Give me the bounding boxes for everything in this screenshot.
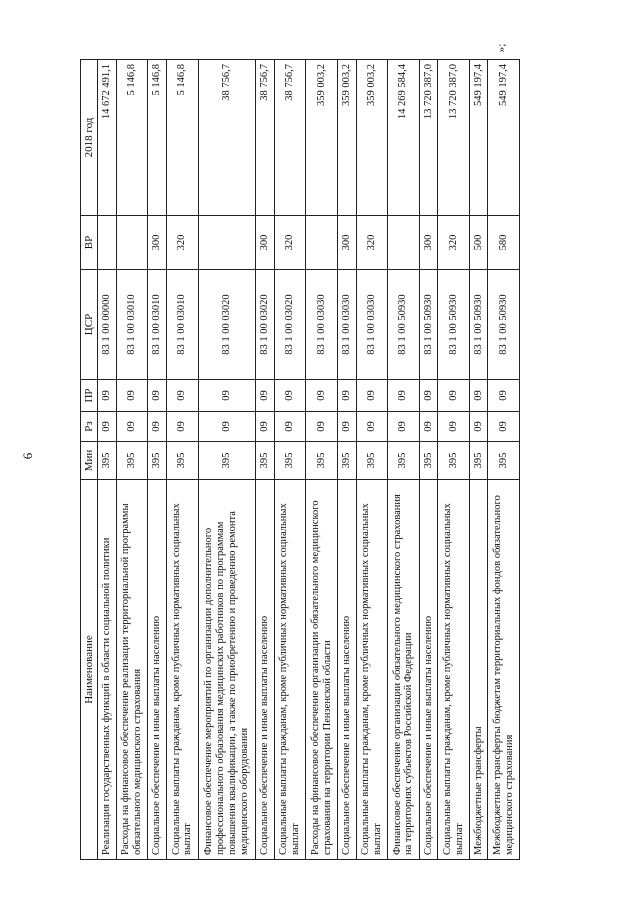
cell-amount: 14 672 491,1 (98, 60, 117, 216)
cell-name: Финансовое обеспечение организации обязательного медицинского страхования на территориях субъектов Российской Федерации (388, 480, 420, 860)
cell-vr: 320 (167, 216, 199, 270)
cell-rz: 09 (388, 412, 420, 442)
header-name: Наименование (81, 480, 98, 860)
cell-name: Финансовое обеспечение мероприятий по организации дополнительного профессионального образования медицинских работников по программам повышения квалификации, а также по приобретению и проведению ремонта медицинского оборудования (198, 480, 256, 860)
cell-name: Социальные выплаты гражданам, кроме публичных нормативных социальных выплат (274, 480, 306, 860)
cell-amount: 5 146,8 (167, 60, 199, 216)
cell-pr: 09 (488, 380, 520, 412)
cell-pr: 09 (198, 380, 256, 412)
cell-csr: 83 1 00 50930 (469, 270, 488, 380)
cell-name: Межбюджетные трансферты бюджетам территориальных фондов обязательного медицинского страхования (488, 480, 520, 860)
cell-csr: 83 1 00 03020 (198, 270, 256, 380)
header-csr: ЦСР (81, 270, 98, 380)
cell-name: Расходы на финансовое обеспечение реализации территориальной программы обязательного медицинского страхования (116, 480, 148, 860)
cell-csr: 83 1 00 50930 (419, 270, 438, 380)
cell-amount: 38 756,7 (198, 60, 256, 216)
cell-min: 395 (98, 442, 117, 480)
table-row (488, 60, 520, 860)
cell-pr: 09 (419, 380, 438, 412)
table-row (167, 60, 199, 860)
cell-name: Социальное обеспечение и иные выплаты населению (148, 480, 167, 860)
table-row (98, 60, 117, 860)
cell-min: 395 (438, 442, 470, 480)
cell-rz: 09 (274, 412, 306, 442)
cell-csr: 83 1 00 50930 (388, 270, 420, 380)
cell-min: 395 (256, 442, 275, 480)
cell-csr: 83 1 00 50930 (438, 270, 470, 380)
cell-vr: 300 (256, 216, 275, 270)
cell-min: 395 (356, 442, 388, 480)
cell-rz: 09 (419, 412, 438, 442)
table-row (356, 60, 388, 860)
cell-rz: 09 (148, 412, 167, 442)
cell-vr (198, 216, 256, 270)
cell-rz: 09 (306, 412, 338, 442)
table-row (198, 60, 256, 860)
header-vr: ВР (81, 216, 98, 270)
header-min: Мин (81, 442, 98, 480)
cell-min: 395 (116, 442, 148, 480)
table-body (98, 60, 520, 860)
budget-table (80, 59, 520, 860)
cell-pr: 09 (469, 380, 488, 412)
cell-amount: 549 197,4 (488, 60, 520, 216)
cell-rz: 09 (488, 412, 520, 442)
cell-csr: 83 1 00 50930 (488, 270, 520, 380)
cell-amount: 5 146,8 (148, 60, 167, 216)
table-row (469, 60, 488, 860)
cell-csr: 83 1 00 03020 (274, 270, 306, 380)
cell-amount: 359 003,2 (356, 60, 388, 216)
cell-amount: 14 269 584,4 (388, 60, 420, 216)
cell-amount: 5 146,8 (116, 60, 148, 216)
cell-amount: 38 756,7 (256, 60, 275, 216)
cell-vr: 320 (438, 216, 470, 270)
cell-vr: 580 (488, 216, 520, 270)
cell-pr: 09 (337, 380, 356, 412)
cell-name: Социальные выплаты гражданам, кроме публичных нормативных социальных выплат (356, 480, 388, 860)
cell-vr (116, 216, 148, 270)
cell-name: Межбюджетные трансферты (469, 480, 488, 860)
cell-csr: 83 1 00 03010 (116, 270, 148, 380)
cell-rz: 09 (356, 412, 388, 442)
header-year: 2018 год (81, 60, 98, 216)
cell-name: Социальное обеспечение и иные выплаты населению (419, 480, 438, 860)
cell-csr: 83 1 00 00000 (98, 270, 117, 380)
table-row (306, 60, 338, 860)
cell-rz: 09 (98, 412, 117, 442)
cell-csr: 83 1 00 03010 (167, 270, 199, 380)
cell-name: Социальные выплаты гражданам, кроме публичных нормативных социальных выплат (167, 480, 199, 860)
header-pr: ПР (81, 380, 98, 412)
cell-min: 395 (306, 442, 338, 480)
table-row (274, 60, 306, 860)
rotated-table-container (80, 60, 520, 860)
cell-rz: 09 (198, 412, 256, 442)
cell-amount: 359 003,2 (337, 60, 356, 216)
cell-min: 395 (488, 442, 520, 480)
cell-min: 395 (469, 442, 488, 480)
cell-min: 395 (167, 442, 199, 480)
cell-vr (388, 216, 420, 270)
cell-csr: 83 1 00 03030 (337, 270, 356, 380)
cell-amount: 359 003,2 (306, 60, 338, 216)
cell-rz: 09 (469, 412, 488, 442)
cell-name: Социальные выплаты гражданам, кроме публичных нормативных социальных выплат (438, 480, 470, 860)
cell-amount: 13 720 387,0 (419, 60, 438, 216)
cell-min: 395 (419, 442, 438, 480)
cell-pr: 09 (274, 380, 306, 412)
cell-amount: 549 197,4 (469, 60, 488, 216)
cell-name: Реализация государственных функций в области социальной политики (98, 480, 117, 860)
cell-vr: 320 (274, 216, 306, 270)
cell-pr: 09 (167, 380, 199, 412)
cell-pr: 09 (356, 380, 388, 412)
cell-pr: 09 (148, 380, 167, 412)
cell-min: 395 (388, 442, 420, 480)
cell-vr: 300 (148, 216, 167, 270)
cell-rz: 09 (337, 412, 356, 442)
trailing-mark: »; (495, 43, 508, 53)
cell-vr (306, 216, 338, 270)
cell-csr: 83 1 00 03020 (256, 270, 275, 380)
cell-rz: 09 (116, 412, 148, 442)
table-row (256, 60, 275, 860)
cell-vr: 300 (337, 216, 356, 270)
cell-rz: 09 (438, 412, 470, 442)
cell-name: Расходы на финансовое обеспечение организации обязательного медицинского страхования на территории Пензенской области (306, 480, 338, 860)
cell-pr: 09 (438, 380, 470, 412)
cell-csr: 83 1 00 03010 (148, 270, 167, 380)
cell-min: 395 (337, 442, 356, 480)
cell-csr: 83 1 00 03030 (306, 270, 338, 380)
page-number: 6 (20, 452, 35, 460)
cell-name: Социальное обеспечение и иные выплаты населению (337, 480, 356, 860)
cell-rz: 09 (167, 412, 199, 442)
cell-min: 395 (274, 442, 306, 480)
cell-vr: 300 (419, 216, 438, 270)
cell-vr: 320 (356, 216, 388, 270)
cell-pr: 09 (256, 380, 275, 412)
cell-pr: 09 (388, 380, 420, 412)
table-row (116, 60, 148, 860)
cell-vr (98, 216, 117, 270)
table-row (148, 60, 167, 860)
cell-csr: 83 1 00 03030 (356, 270, 388, 380)
cell-rz: 09 (256, 412, 275, 442)
cell-min: 395 (198, 442, 256, 480)
cell-amount: 38 756,7 (274, 60, 306, 216)
table-row (337, 60, 356, 860)
cell-pr: 09 (98, 380, 117, 412)
table-row (438, 60, 470, 860)
cell-name: Социальное обеспечение и иные выплаты населению (256, 480, 275, 860)
cell-pr: 09 (116, 380, 148, 412)
table-row (419, 60, 438, 860)
header-rz: Рз (81, 412, 98, 442)
cell-pr: 09 (306, 380, 338, 412)
cell-vr: 500 (469, 216, 488, 270)
cell-amount: 13 720 387,0 (438, 60, 470, 216)
table-row (388, 60, 420, 860)
table-header-row (81, 60, 98, 860)
cell-min: 395 (148, 442, 167, 480)
